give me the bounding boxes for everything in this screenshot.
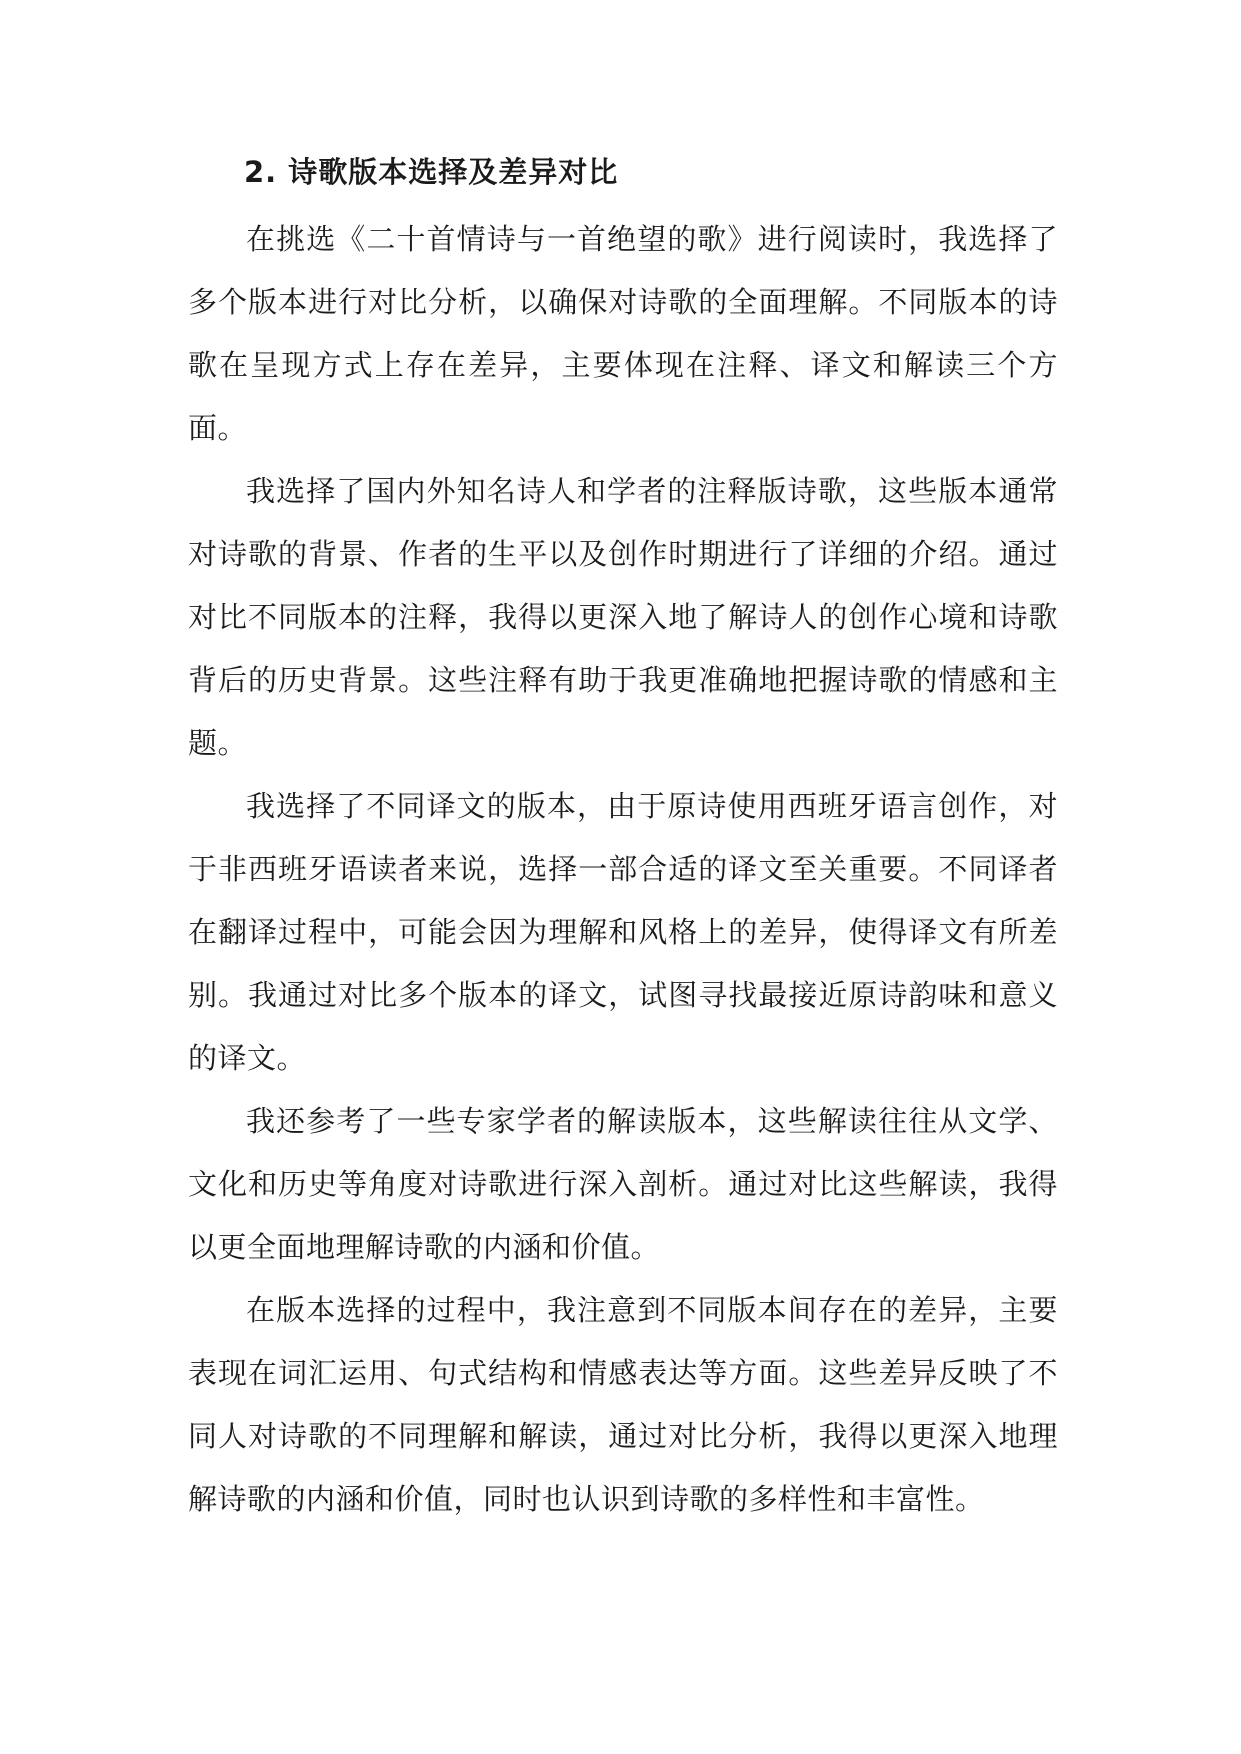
paragraph-version-comparison: 在挑选《二十首情诗与一首绝望的歌》进行阅读时，我选择了多个版本进行对比分析，以确保对诗歌的全面理解。不同版本的诗歌在呈现方式上存在差异，主要体现在注释、译文和解读三个方面。 [188,222,1058,445]
section-heading: 2. 诗歌版本选择及差异对比 [244,155,619,189]
paragraph-annotations: 我选择了国内外知名诗人和学者的注释版诗歌，这些版本通常对诗歌的背景、作者的生平以及创作时期进行了详细的介绍。通过对比不同版本的注释，我得以更深入地了解诗人的创作心境和诗歌背后的历史背景。这些注释有助于我更准确地把握诗歌的情感和主题。 [188,474,1058,760]
paragraph-differences: 在版本选择的过程中，我注意到不同版本间存在的差异，主要表现在词汇运用、句式结构和情感表达等方面。这些差异反映了不同人对诗歌的不同理解和解读，通过对比分析，我得以更深入地理解诗歌的内涵和价值，同时也认识到诗歌的多样性和丰富性。 [188,1293,1058,1516]
document-body [188,142,1058,1531]
paragraph-translations: 我选择了不同译文的版本，由于原诗使用西班牙语言创作，对于非西班牙语读者来说，选择一部合适的译文至关重要。不同译者在翻译过程中，可能会因为理解和风格上的差异，使得译文有所差别。我通过对比多个版本的译文，试图寻找最接近原诗韵味和意义的译文。 [188,789,1058,1075]
paragraph-interpretations: 我还参考了一些专家学者的解读版本，这些解读往往从文学、文化和历史等角度对诗歌进行深入剖析。通过对比这些解读，我得以更全面地理解诗歌的内涵和价值。 [188,1104,1058,1264]
